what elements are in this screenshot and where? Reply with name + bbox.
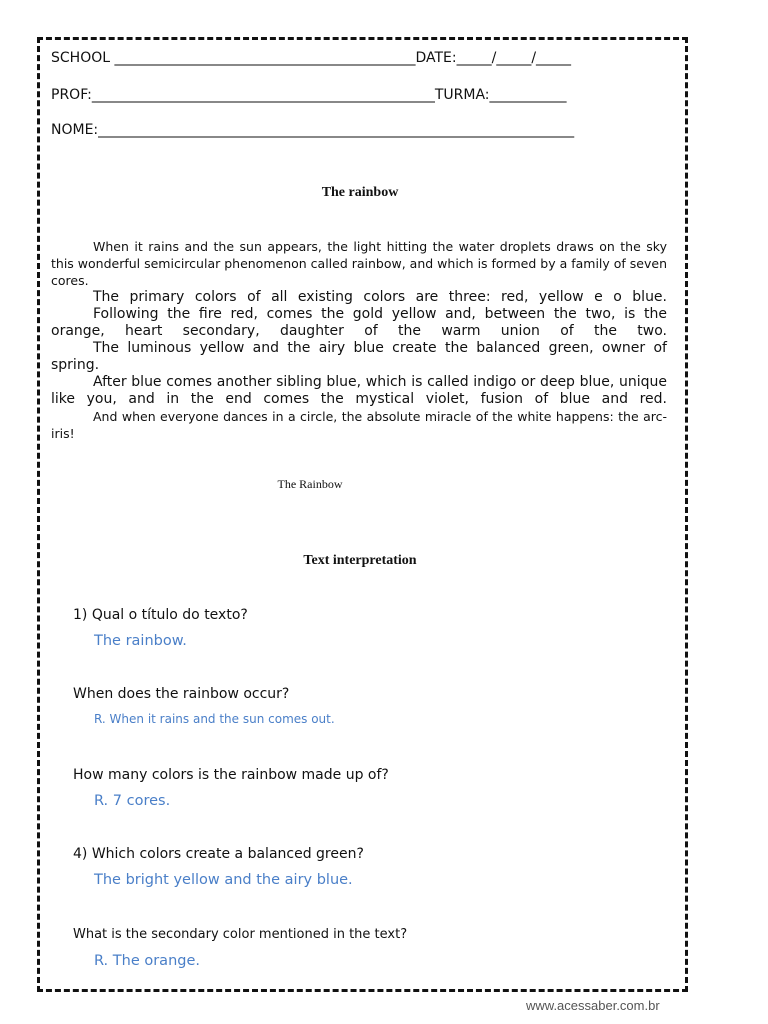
question-1: 1) Qual o título do texto? [73, 607, 248, 623]
answer-2: R. When it rains and the sun comes out. [94, 712, 335, 726]
answer-1: The rainbow. [94, 633, 187, 649]
paragraph: Following the fire red, comes the gold yellow and, between the two, is the orange, heart secondary, daughter of the warm union of the two. [51, 306, 667, 339]
question-3: How many colors is the rainbow made up of? [73, 767, 389, 783]
paragraph: When it rains and the sun appears, the light hitting the water droplets draws on the sky this wonderful semicircular phenomenon called rainbow, and which is formed by a family of seven cores. [51, 239, 667, 288]
prof-turma-line: PROF:_________________________________________________TURMA:___________ [51, 87, 567, 103]
paragraph: The luminous yellow and the airy blue create the balanced green, owner of spring. [51, 340, 667, 373]
text-credit: The Rainbow [277, 477, 343, 491]
footer-url: www.acessaber.com.br [526, 998, 660, 1013]
question-4: 4) Which colors create a balanced green? [73, 846, 364, 862]
question-2: When does the rainbow occur? [73, 686, 290, 702]
section-title: Text interpretation [303, 553, 417, 568]
paragraph: The primary colors of all existing colors are three: red, yellow e o blue. [93, 289, 667, 305]
answer-3: R. 7 cores. [94, 793, 171, 809]
answer-4: The bright yellow and the airy blue. [94, 872, 353, 888]
question-5: What is the secondary color mentioned in the text? [73, 927, 408, 942]
paragraph: And when everyone dances in a circle, the absolute miracle of the white happens: the arc-iris! [51, 409, 667, 441]
text-body [51, 238, 667, 442]
nome-line: NOME:____________________________________________________________________ [51, 122, 575, 138]
text-title: The rainbow [321, 185, 399, 200]
school-date-line: SCHOOL ___________________________________________DATE:_____/_____/_____ [51, 50, 572, 66]
paragraph: After blue comes another sibling blue, which is called indigo or deep blue, unique like you, and in the end comes the mystical violet, fusion of blue and red. [51, 374, 667, 407]
answer-5: R. The orange. [94, 953, 200, 969]
